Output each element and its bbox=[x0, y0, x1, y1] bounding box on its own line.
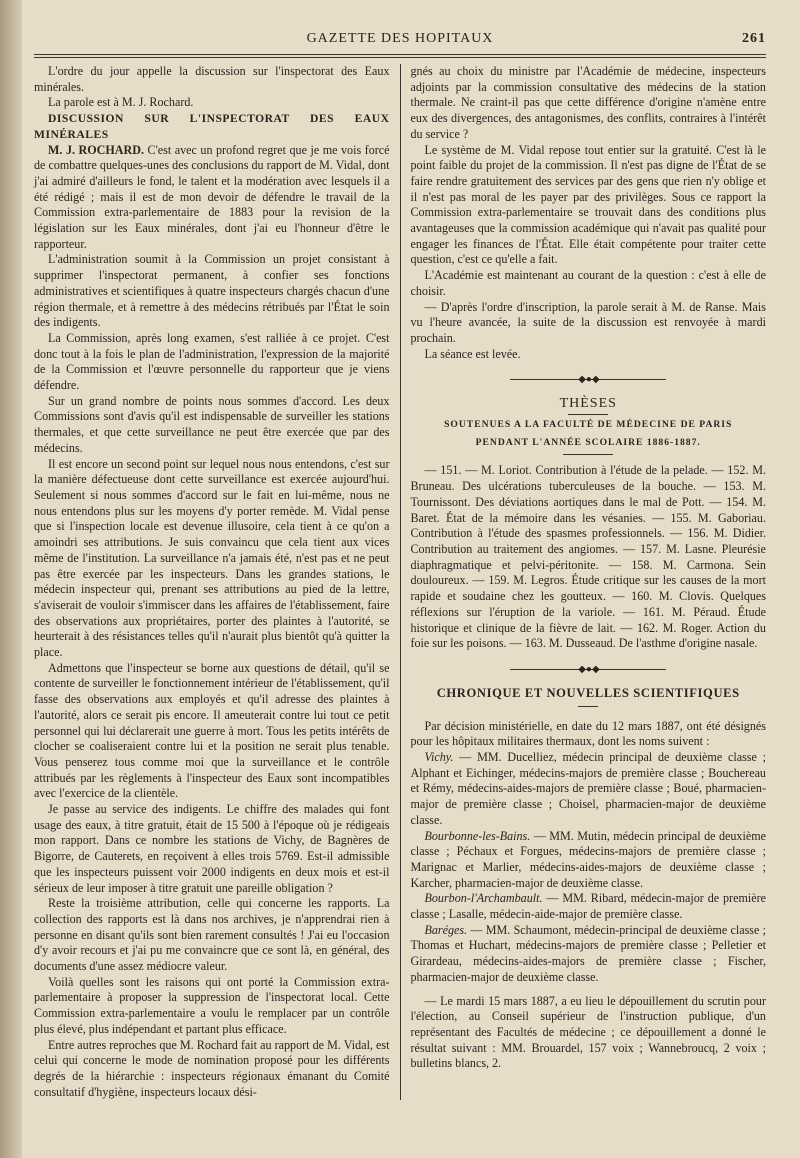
academy-choice-paragraph: L'Académie est maintenant au courant de la question : c'est à elle de choisir. bbox=[410, 268, 766, 298]
rochard-paragraph-1 bbox=[34, 143, 390, 253]
gratuity-paragraph: Le système de M. Vidal repose tout entier sur la gratuité. C'est là le point faible du projet de la commission. Il n'est pas digne de l'État de se faire rendre gratuitement des services par des gens que rien n'y oblige et il n'est pas moral de les payer par des privilèges. Sous ce rapport la Commission extra-parlementaire se trouvait dans des conditions plus avantageuses que la commission académique qui n'avait pas qualité pour engager les finances de l'État. Elle était compétente pour traiter cette question, c'est ce qu'elle a fait. bbox=[410, 142, 766, 267]
rochard-paragraph-3: La Commission, après long examen, s'est ralliée à ce projet. C'est donc tout à la fois le plan de l'administration, l'expression de la majorité de la Commission et l'œuvre personnelle du rapporteur que je viens défendre. bbox=[34, 330, 390, 393]
place-bourbon: Bourbon-l'Archambault. bbox=[424, 891, 543, 906]
election-paragraph: — Le mardi 15 mars 1887, a eu lieu le dépouillement du scrutin pour l'élection, au Conseil supérieur de l'instruction publique, d'un représentant des Facultés de médecine ; ce dépouillement a donné le résultat suivant : MM. Brouardel, 157 voix ; Wannebroucq, 2 voix ; bulletins blancs, 2. bbox=[410, 993, 766, 1071]
theses-subtitle-2: PENDANT L'ANNÉE SCOLAIRE 1886-1887. bbox=[475, 436, 701, 448]
bourbonne-entry bbox=[410, 829, 766, 892]
rochard-paragraph-7: Je passe au service des indigents. Le chiffre des malades qui font usage des eaux, à titre gratuit, était de 15 500 à l'époque où je rédigeais mon rapport. Dans ce nombre les stations de Vichy, de Bagnères de Bigorre, de Cauterets, en reçoivent à elles trois 5769. Est-il admissible que les inspecteurs puissent voir 2000 indigents en deux mois et est-il sérieux de leur imposer à titre gratuit une pareille obligation ? bbox=[34, 802, 390, 895]
section-ornament bbox=[410, 372, 766, 388]
vichy-entry bbox=[410, 750, 766, 829]
bareges-entry bbox=[410, 923, 766, 986]
rochard-paragraph-2: L'administration soumit à la Commission un projet consistant à supprimer l'inspectorat permanent, à confier ses fonctions administratives et scientifiques à quatre inspecteurs chargés chacun d'une région thermale, et à remettre à des médecins rétribués par l'État le soin des indigents. bbox=[34, 252, 390, 330]
adjournment-paragraph: — D'après l'ordre d'inscription, la parole serait à M. de Ranse. Mais vu l'heure avancée, la suite de la discussion est renvoyée à mardi prochain. bbox=[410, 299, 766, 345]
session-closed: La séance est levée. bbox=[424, 346, 521, 361]
theses-title: THÈSES bbox=[559, 396, 617, 412]
chronicle-intro: Par décision ministérielle, en date du 12 mars 1887, ont été désignés pour les hôpitaux militaires thermaux, dont les noms suivent : bbox=[410, 718, 766, 749]
agenda-paragraph: L'ordre du jour appelle la discussion sur l'inspectorat des Eaux minérales. bbox=[34, 64, 390, 94]
rochard-paragraph-8: Reste la troisième attribution, celle qui concerne les rapports. La collection des rapports est là dans nos archives, je n'apprendrai rien à personne en disant qu'ils sont bien rarement consultés ! J'ai eu l'occasion d'y avoir recours et j'ai pu me convaincre que ce sont là, en général, des documents d'une assez médiocre valeur. bbox=[34, 896, 390, 974]
header-rule bbox=[34, 54, 766, 58]
bourbon-entry bbox=[410, 891, 766, 922]
chronicle-heading: CHRONIQUE ET NOUVELLES SCIENTIFIQUES bbox=[436, 685, 740, 700]
rochard-paragraph-4: Sur un grand nombre de points nous sommes d'accord. Les deux Commissions sont d'avis qu'il est indispensable de surveiller les stations thermales, et que cette surveillance ne peut être exercée que par des médecins. bbox=[34, 393, 390, 455]
speaker-name: M. J. ROCHARD. bbox=[48, 142, 145, 157]
theses-underline bbox=[568, 414, 608, 415]
theses-list: — 151. — M. Loriot. Contribution à l'étude de la pelade. — 152. M. Bruneau. Des ulcérations tuberculeuses de la bouche. — 153. M. Tournissont. Des déviations aortiques dans le mal de Pott. — 154. M. Baret. État de la mémoire dans les vésanies. — 155. M. Gaboriau. Contribution à l'étude des spasmes professionnels. — 156. M. Didier. Contribution au traitement des angiomes. — 157. M. Lasne. Pleurésie diaphragmatique et pelvi-péritonite. — 158. M. Carmona. Sein douloureux. — 159. M. Legros. Étude critique sur les causes de la mort rapide et soudaine chez les goutteux. — 160. M. Clovis. Quelques réflexions sur l'éruption de la variole. — 161. M. Péraud. Étude historique et clinique de la fièvre de lait. — 162. M. Roger. Action du foie sur les poisons. — 163. M. Dusseaud. De l'asthme d'origine nasale. bbox=[410, 463, 766, 651]
theses-subtitle-1: SOUTENUES A LA FACULTÉ DE MÉDECINE DE PARIS bbox=[444, 419, 733, 431]
rochard-paragraph-6: Admettons que l'inspecteur se borne aux questions de détail, qu'il se contente de surveiller le fonctionnement intérieur de l'établissement, qu'il fasse des observations aux employés et qu'il adresse des plaintes à l'autorité, alors ce serait pis encore. Il ameuterait contre lui tout ce petit personnel qui lui déclarerait une guerre à mort. Tous les petits intérêts de clocher se coaliseraient contre lui et la position ne serait plus tenable. Vous penserez tous comme moi que la surveillance et le contrôle attribués par les règlements à l'inspecteur des Eaux sont incompatibles avec l'exercice de la clientèle. bbox=[34, 660, 390, 801]
rochard-paragraph-10: Entre autres reproches que M. Rochard fait au rapport de M. Vidal, est celui qui concerne le mode de nomination proposé pour les différents degrés de la hiérarchie : inspecteurs régionaux émanant du Comité consultatif d'hygiène, inspecteurs locaux dési- bbox=[34, 1037, 390, 1099]
two-column-body bbox=[34, 64, 766, 1100]
bourbonne-text: — MM. Mutin, médecin principal de deuxième classe ; Péchaux et Forgues, médecins-majors de première classe ; Marignac et Marlier, médecins-aides-majors de deuxième classe ; Karcher, pharmacien-major de deuxième classe. bbox=[410, 828, 766, 890]
right-column bbox=[410, 64, 766, 1100]
section-ornament-2 bbox=[410, 662, 766, 678]
rochard-paragraph-9: Voilà quelles sont les raisons qui ont porté la Commission extra-parlementaire à proposer la suppression de l'inspectorat local. Cette Commission extra-parlementaire a voulu le remplacer par un contrôle plus élevé, plus indépendant et partant plus efficace. bbox=[34, 974, 390, 1036]
column-divider bbox=[400, 64, 401, 1100]
speaker-intro: La parole est à M. J. Rochard. bbox=[48, 95, 194, 110]
chronicle-rule bbox=[578, 706, 598, 707]
journal-title: GAZETTE DES HOPITAUX bbox=[306, 31, 494, 46]
place-vichy: Vichy. bbox=[424, 750, 454, 765]
bourbon-text: — MM. Ribard, médecin-major de première classe ; Lasalle, médecin-aide-major de première classe. bbox=[410, 891, 766, 922]
place-bourbonne: Bourbonne-les-Bains. bbox=[424, 828, 531, 843]
rochard-paragraph-5: Il est encore un second point sur lequel nous nous entendons, c'est sur la manière défectueuse dont cette surveillance est exercée aujourd'hui. Seulement si nous sommes d'accord sur le fait en lui-même, nous ne nous entendons plus sur les moyens d'y porter remède. M. Vidal pense que si l'inspection locale est devenue illusoire, cela tient à ce qu'on a amoindri ses attributions. Je suis convaincu que cela tient aux vices même de l'institution. La surveillance n'a jamais été, n'est pas et ne peut pas être exercée par les inspecteurs. Dans les grandes stations, le médecin inspecteur qui, prenant ses attributions au pied de la lettre, s'aviserait de vouloir s'immiscer dans les affaires de l'établissement, faire des observations aux propriétaires, porter des plaintes à l'autorité, se heurterait à des résistances telles qu'il n'aurait plus bientôt qu'à quitter la place. bbox=[34, 456, 390, 660]
place-bareges: Baréges. bbox=[424, 922, 468, 937]
left-column bbox=[34, 64, 390, 1100]
page-binding-edge bbox=[0, 0, 22, 1158]
ornament-glyph-2: ◆●◆ bbox=[578, 663, 600, 675]
page-header bbox=[34, 28, 766, 52]
vichy-text: — MM. Ducelliez, médecin principal de deuxième classe ; Alphant et Eichinger, médecins-majors de première classe ; Bouchereau et Rémy, médecins-aides-majors de première classe ; Boué, pharmacien-major de première classe ; Choisel, pharmacien-major de deuxième classe. bbox=[410, 750, 766, 827]
ornament-glyph: ◆●◆ bbox=[578, 374, 600, 386]
page-number: 261 bbox=[742, 31, 766, 46]
rochard-text-1: C'est avec un profond regret que je me vois forcé de combattre quelques-unes des conclusions du rapport de M. Vidal, dont j'ai admiré d'ailleurs le fond, le talent et la modération avec lesquels il a été rédigé ; mais il est de mon devoir de défendre le travail de la Commission extra-parlementaire de 1883 pour la revision de la législation sur les Eaux minérales, dont j'ai eu l'honneur d'être le rapporteur. bbox=[34, 142, 390, 251]
continued-paragraph: gnés au choix du ministre par l'Académie de médecine, inspecteurs adjoints par la commission consultative des médecins de la station thermale. Ne craint-il pas que cette différence d'origine n'amène entre eux des divergences, des antagonismes, des conflits, contraires à l'intérêt du service ? bbox=[410, 64, 766, 141]
theses-rule bbox=[563, 454, 613, 455]
bareges-text: — MM. Schaumont, médecin-principal de deuxième classe ; Thomas et Huchart, médecins-majors de première classe ; Pelletier et Girardeau, médecins-aides-majors de première classe ; Fischer, pharmacien-major de deuxième classe. bbox=[410, 922, 766, 984]
discussion-heading: DISCUSSION SUR L'INSPECTORAT DES EAUX MINÉRALES bbox=[34, 112, 390, 141]
